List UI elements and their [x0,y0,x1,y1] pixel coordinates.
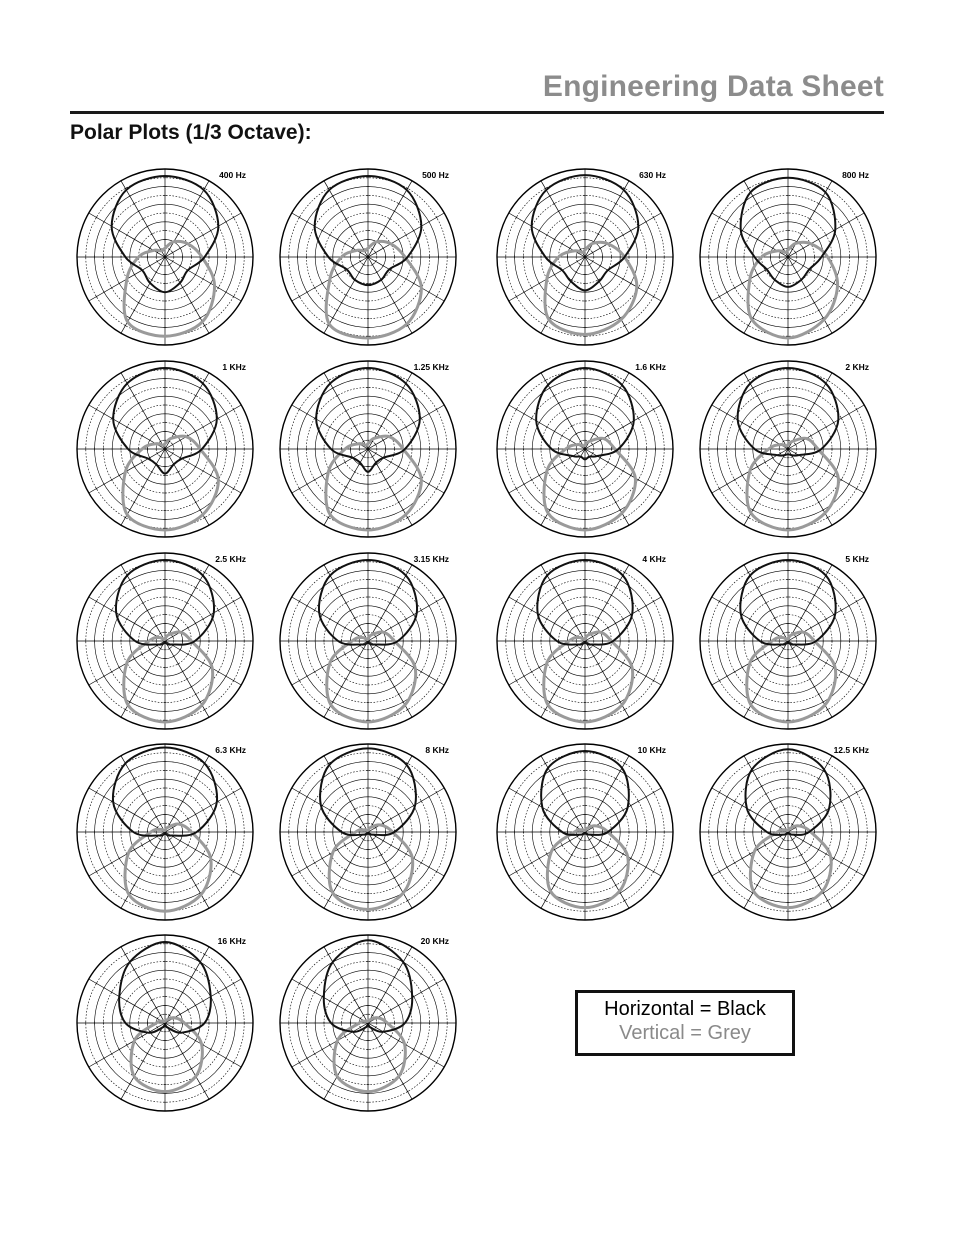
polar-grid [77,361,253,537]
frequency-label: 20 KHz [420,936,449,946]
polar-grid [280,553,456,729]
polar-plot-svg [490,546,680,736]
legend-vertical: Vertical = Grey [619,1022,751,1044]
polar-plot [490,354,680,544]
polar-plot-svg [273,928,463,1118]
polar-plot [70,546,260,736]
frequency-label: 800 Hz [842,170,869,180]
vertical-response-curve [124,632,213,722]
polar-plot [273,737,463,927]
vertical-response-curve [547,826,628,908]
polar-plot-svg [273,162,463,352]
polar-plot [490,737,680,927]
frequency-label: 12.5 KHz [833,745,869,755]
polar-plot-svg [70,162,260,352]
frequency-label: 1 KHz [222,362,246,372]
polar-plot [490,546,680,736]
frequency-label: 630 Hz [639,170,666,180]
frequency-label: 2 KHz [845,362,869,372]
polar-grid [77,169,253,345]
frequency-label: 3.15 KHz [413,554,449,564]
vertical-response-curve [123,436,219,530]
polar-grid [700,553,876,729]
polar-plot [70,354,260,544]
polar-grid [280,361,456,537]
polar-grid [700,744,876,920]
polar-plot [693,737,883,927]
frequency-label: 6.3 KHz [215,745,246,755]
frequency-label: 400 Hz [219,170,246,180]
polar-plot-svg [490,354,680,544]
frequency-label: 2.5 KHz [215,554,246,564]
frequency-label: 16 KHz [217,936,246,946]
polar-plot-svg [70,737,260,927]
frequency-label: 500 Hz [422,170,449,180]
polar-plot [70,928,260,1118]
polar-plot [693,354,883,544]
vertical-response-curve [131,1018,202,1092]
polar-plot [70,162,260,352]
legend-box [575,990,795,1056]
vertical-response-curve [750,826,831,908]
page-title: Engineering Data Sheet [542,70,884,103]
polar-plot [273,354,463,544]
vertical-response-curve [327,632,416,722]
polar-grid [280,935,456,1111]
polar-plot [693,162,883,352]
polar-plot-svg [273,546,463,736]
vertical-response-curve [748,242,838,338]
polar-plot [273,928,463,1118]
section-title: Polar Plots (1/3 Octave): [70,121,312,144]
polar-plot-svg [273,737,463,927]
polar-plot-svg [693,354,883,544]
polar-plot-svg [273,354,463,544]
polar-grid [77,553,253,729]
polar-grid [280,169,456,345]
polar-plot-svg [693,546,883,736]
legend-horizontal: Horizontal = Black [604,998,766,1020]
polar-grid [497,169,673,345]
polar-grid [700,169,876,345]
polar-plot-svg [693,162,883,352]
polar-grid [497,744,673,920]
frequency-label: 4 KHz [642,554,666,564]
polar-plot-svg [693,737,883,927]
polar-plot [273,546,463,736]
polar-grid [700,361,876,537]
frequency-label: 10 KHz [637,745,666,755]
frequency-label: 1.25 KHz [413,362,449,372]
vertical-response-curve [544,632,633,722]
polar-plot [490,162,680,352]
frequency-label: 1.6 KHz [635,362,666,372]
polar-plot-svg [490,162,680,352]
title-rule [70,111,884,114]
polar-plot [273,162,463,352]
vertical-response-curve [747,632,836,722]
polar-plot-svg [70,928,260,1118]
polar-grid [497,553,673,729]
vertical-response-curve [326,241,421,338]
frequency-label: 5 KHz [845,554,869,564]
polar-plot [693,546,883,736]
polar-plot-svg [70,546,260,736]
polar-plot-svg [70,354,260,544]
polar-grid [497,361,673,537]
polar-plot [70,737,260,927]
frequency-label: 8 KHz [425,745,449,755]
vertical-response-curve [326,436,422,530]
polar-plot-svg [490,737,680,927]
polar-grid [77,935,253,1111]
